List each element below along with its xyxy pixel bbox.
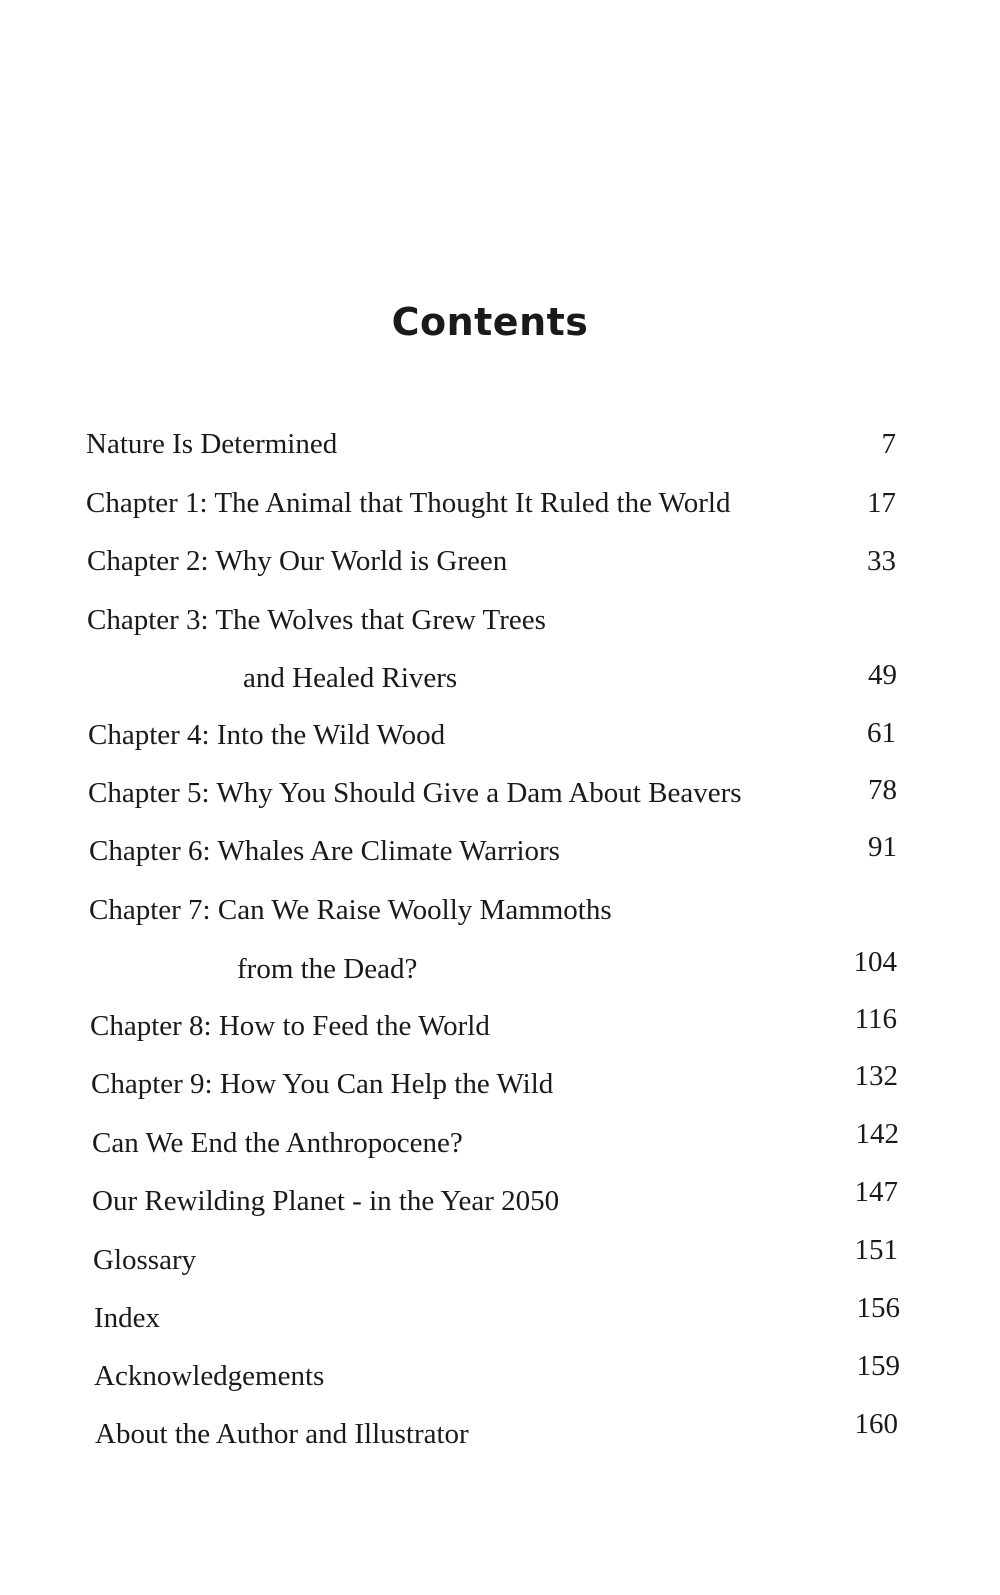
toc-entry-page: 104 (853, 946, 897, 978)
toc-entry-page: 7 (881, 428, 896, 460)
toc-entry-page: 33 (867, 545, 896, 577)
toc-entry-page: 132 (854, 1060, 898, 1092)
toc-entry-title-continued: and Healed Rivers (243, 662, 458, 694)
toc-entry-page: 91 (868, 831, 897, 863)
contents-heading: Contents (391, 300, 589, 344)
toc-entry-page: 159 (856, 1350, 900, 1382)
toc-entry-title: Acknowledgements (94, 1360, 325, 1392)
toc-entry-title: Chapter 8: How to Feed the World (90, 1010, 490, 1042)
toc-entry-page: 116 (854, 1003, 897, 1035)
toc-entry-page: 147 (854, 1176, 898, 1208)
toc-entry-page: 151 (854, 1234, 898, 1266)
toc-entry-page: 142 (855, 1118, 899, 1150)
toc-entry-title: Chapter 9: How You Can Help the Wild (91, 1068, 554, 1100)
toc-entry-title: Chapter 4: Into the Wild Wood (88, 719, 446, 751)
toc-entry-title: Glossary (93, 1244, 197, 1276)
toc-entry-page: 78 (868, 774, 897, 806)
toc-entry-page: 49 (868, 659, 897, 691)
toc-entry-title: Chapter 1: The Animal that Thought It Ruled the World (86, 487, 731, 519)
toc-entry-page: 61 (867, 717, 896, 749)
toc-entry-title: Nature Is Determined (86, 428, 338, 460)
toc-entry-title: Can We End the Anthropocene? (92, 1127, 463, 1159)
toc-entry-title: Chapter 3: The Wolves that Grew Trees (87, 604, 546, 636)
toc-entry-title-continued: from the Dead? (237, 953, 418, 985)
toc-entry-page: 160 (854, 1408, 898, 1440)
toc-entry-title: Index (94, 1302, 161, 1334)
toc-entry-page: 156 (856, 1292, 900, 1324)
toc-entry-title: Chapter 2: Why Our World is Green (87, 545, 508, 577)
toc-entry-page: 17 (867, 487, 896, 519)
toc-entry-title: Our Rewilding Planet - in the Year 2050 (92, 1185, 560, 1217)
toc-entry-title: Chapter 7: Can We Raise Woolly Mammoths (89, 894, 612, 926)
toc-entry-title: About the Author and Illustrator (95, 1418, 469, 1450)
toc-entry-title: Chapter 5: Why You Should Give a Dam About Beavers (88, 777, 742, 809)
toc-entry-title: Chapter 6: Whales Are Climate Warriors (89, 835, 560, 867)
